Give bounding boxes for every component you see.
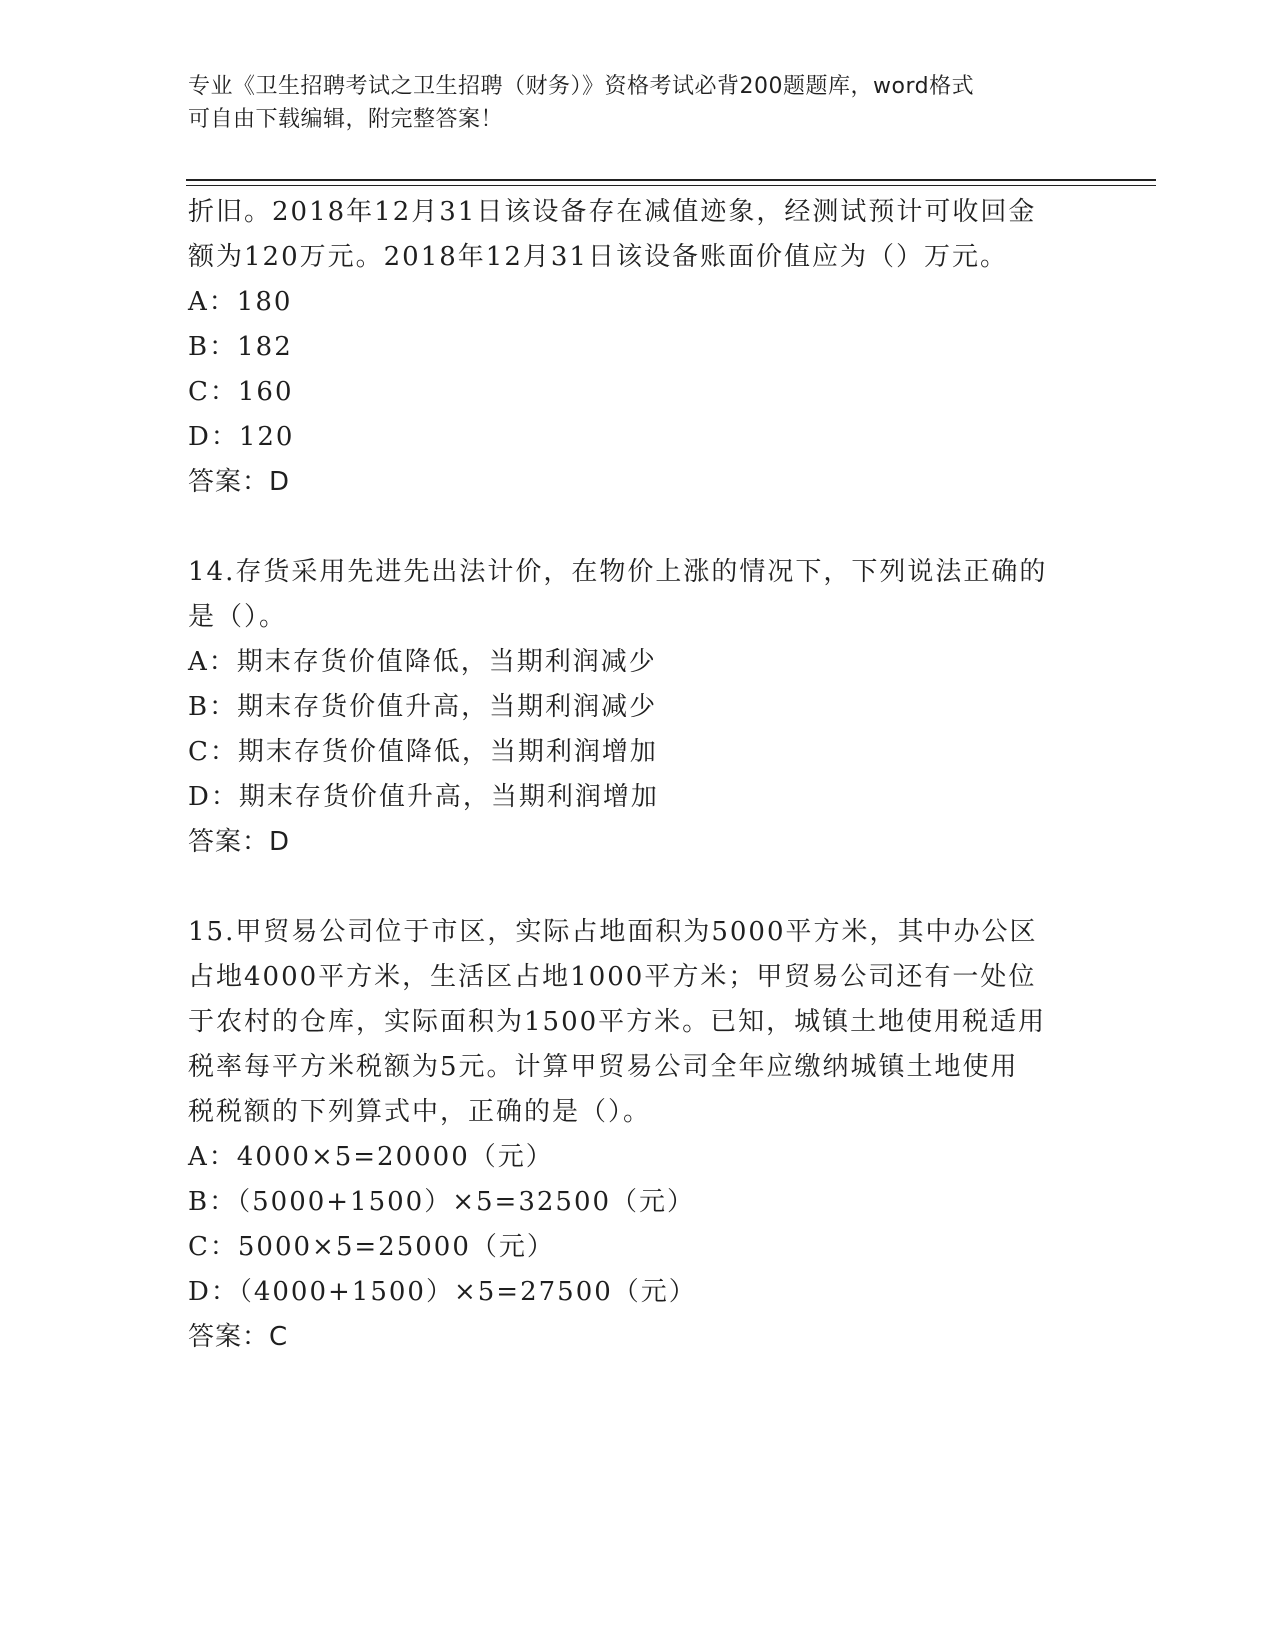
option-b: B：（5000+1500）×5=32500（元） (188, 1187, 696, 1217)
header-rule-thin (186, 185, 1156, 186)
question-13 (188, 190, 1088, 505)
question-stem-line: 占地4000平方米，生活区占地1000平方米；甲贸易公司还有一处位 (188, 962, 1037, 992)
question-content (188, 190, 1088, 1360)
option-d: D：期末存货价值升高，当期利润增加 (188, 782, 659, 812)
option-a: A：4000×5=20000（元） (188, 1142, 554, 1172)
spacer (188, 865, 1088, 910)
option-d: D：（4000+1500）×5=27500（元） (188, 1277, 697, 1307)
question-15 (188, 910, 1088, 1360)
header-rule-thick (186, 179, 1156, 181)
question-stem-line: 于农村的仓库，实际面积为1500平方米。已知，城镇土地使用税适用 (188, 1007, 1047, 1037)
option-a: A：180 (188, 287, 293, 317)
answer: 答案：D (188, 467, 291, 497)
question-stem-line: 税税额的下列算式中，正确的是（）。 (188, 1097, 652, 1127)
option-a: A：期末存货价值降低，当期利润减少 (188, 647, 657, 677)
question-stem-line: 额为120万元。2018年12月31日该设备账面价值应为（）万元。 (188, 242, 1008, 272)
option-b: B：182 (188, 332, 293, 362)
document-header (188, 70, 1068, 136)
spacer (188, 505, 1088, 550)
question-stem-line: 是（）。 (188, 602, 288, 632)
question-14 (188, 550, 1088, 865)
answer: 答案：C (188, 1322, 289, 1352)
question-stem-line: 14.存货采用先进先出法计价，在物价上涨的情况下，下列说法正确的 (188, 557, 1048, 587)
question-stem-line: 折旧。2018年12月31日该设备存在减值迹象，经测试预计可收回金 (188, 197, 1037, 227)
header-title-line-1: 专业《卫生招聘考试之卫生招聘（财务）》资格考试必背200题题库，word格式 (188, 74, 975, 99)
header-title-line-2: 可自由下载编辑，附完整答案！ (188, 107, 504, 132)
question-stem-line: 税率每平方米税额为5元。计算甲贸易公司全年应缴纳城镇土地使用 (188, 1052, 1019, 1082)
option-c: C：5000×5=25000（元） (188, 1232, 555, 1262)
option-c: C：160 (188, 377, 294, 407)
option-b: B：期末存货价值升高，当期利润减少 (188, 692, 658, 722)
question-stem-line: 15.甲贸易公司位于市区，实际占地面积为5000平方米，其中办公区 (188, 917, 1038, 947)
option-d: D：120 (188, 422, 295, 452)
answer: 答案：D (188, 827, 291, 857)
option-c: C：期末存货价值降低，当期利润增加 (188, 737, 658, 767)
